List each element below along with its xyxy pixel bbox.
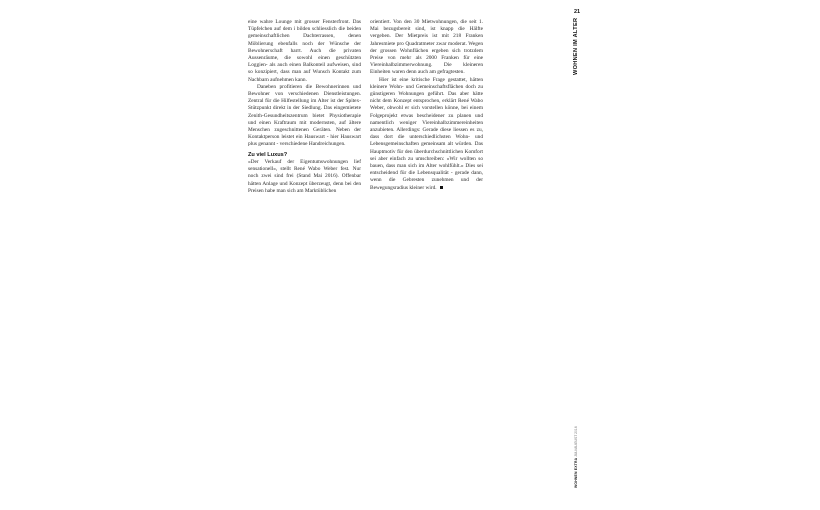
text-column-right	[370, 19, 483, 192]
body-paragraph: orientiert. Von den 30 Mietwohnungen, die seit 1. Mai bezugsbereit sind, ist knapp die Hälfte vergeben. Der Mietpreis ist mit 218 Franken Jahresmiete pro Quadratmeter zwar moderat. Wegen der grossen Wohnflächen ergeben sich trotzdem Preise von mehr als 2000 Franken für eine Viereinhalbzimmerwohnung. Die kleineren Einheiten waren denn auch am gefragtesten.	[370, 19, 483, 76]
footer-issue: JULI/AUGUST 2016	[574, 426, 578, 457]
page-number: 21	[574, 9, 581, 15]
body-paragraph	[370, 77, 483, 192]
section-label: WOHNEN IM ALTER	[573, 17, 579, 75]
body-paragraph: «Der Verkauf der Eigentumswohnungen lief sensationell», stellt René Wabo Weber fest. Nur noch zwei sind frei (Stand Mai 2016). Offenbar hätten Anlage und Konzept überzeugt, denn bei den Preisen habe man sich am Marktüblichen	[248, 159, 361, 194]
body-paragraph-text: Hier ist eine kritische Frage gestattet, hätten kleinere Wohn- und Gemeinschaftsflächen doch zu günstigeren Wohnungen geführt. Das aber hätte nicht dem Konzept entsprochen, erklärt René Wabo Weber, obwohl er sich vorstellen könne, bei einem Folgeprojekt etwas bescheidener zu planen und namentlich weniger Viereinhalbzimmereinheiten anzubieten. Allerdings: Gerade diese liessen es zu, dass dort die unterschiedlichsten Wohn- und Lebensgemeinschaften gemeinsam alt würden. Das Hauptmotiv für den überdurchschnittlichen Komfort sei aber einfach zu umschreiben: «Wir wollten so bauen, dass man sich im Alter wohlfühlt.» Dies sei entscheidend für die Lebensqualität - gerade dann, wenn die Gebresten zunehmen und der Bewegungsradius kleiner wird.	[370, 76, 483, 191]
footer-brand: WOHNEN EXTRA	[574, 457, 578, 488]
text-column-left	[248, 19, 361, 195]
footer-vertical	[574, 424, 578, 488]
body-paragraph: eine wahre Lounge mit grosser Fensterfront. Das Tüpfelchen auf dem i bilden schliesslich die beiden gemeinschaftlichen Dachterrassen, denen Möblierung ebenfalls noch der Wünsche der Bewohnerschaft harrt. Auch die privaten Aussenräume, die sowohl einen geschützten Loggien- als auch einen Balkonteil aufweisen, sind so konzipiert, dass man auf Wunsch Kontakt zum Nachbarn aufnehmen kann.	[248, 19, 361, 83]
body-paragraph: Daneben profitieren die Bewohnerinnen und Bewohner von verschiedenen Dienstleistungen. Zentral für die Hilfestellung im Alter ist der Spitex-Stützpunkt direkt in der Siedlung. Das eingemietete Zenith-Gesundheitszentrum bietet Physiotherapie und einen Kraftraum mit modernsten, auf ältere Menschen zugeschnittenen Geräten. Neben der Kontaktperson leistet ein Hauswart - hier Hauswart plus genannt - verschiedene Handreichungen.	[248, 83, 361, 148]
end-of-article-mark	[440, 186, 443, 189]
subheading: Zu viel Luxus?	[248, 151, 288, 158]
